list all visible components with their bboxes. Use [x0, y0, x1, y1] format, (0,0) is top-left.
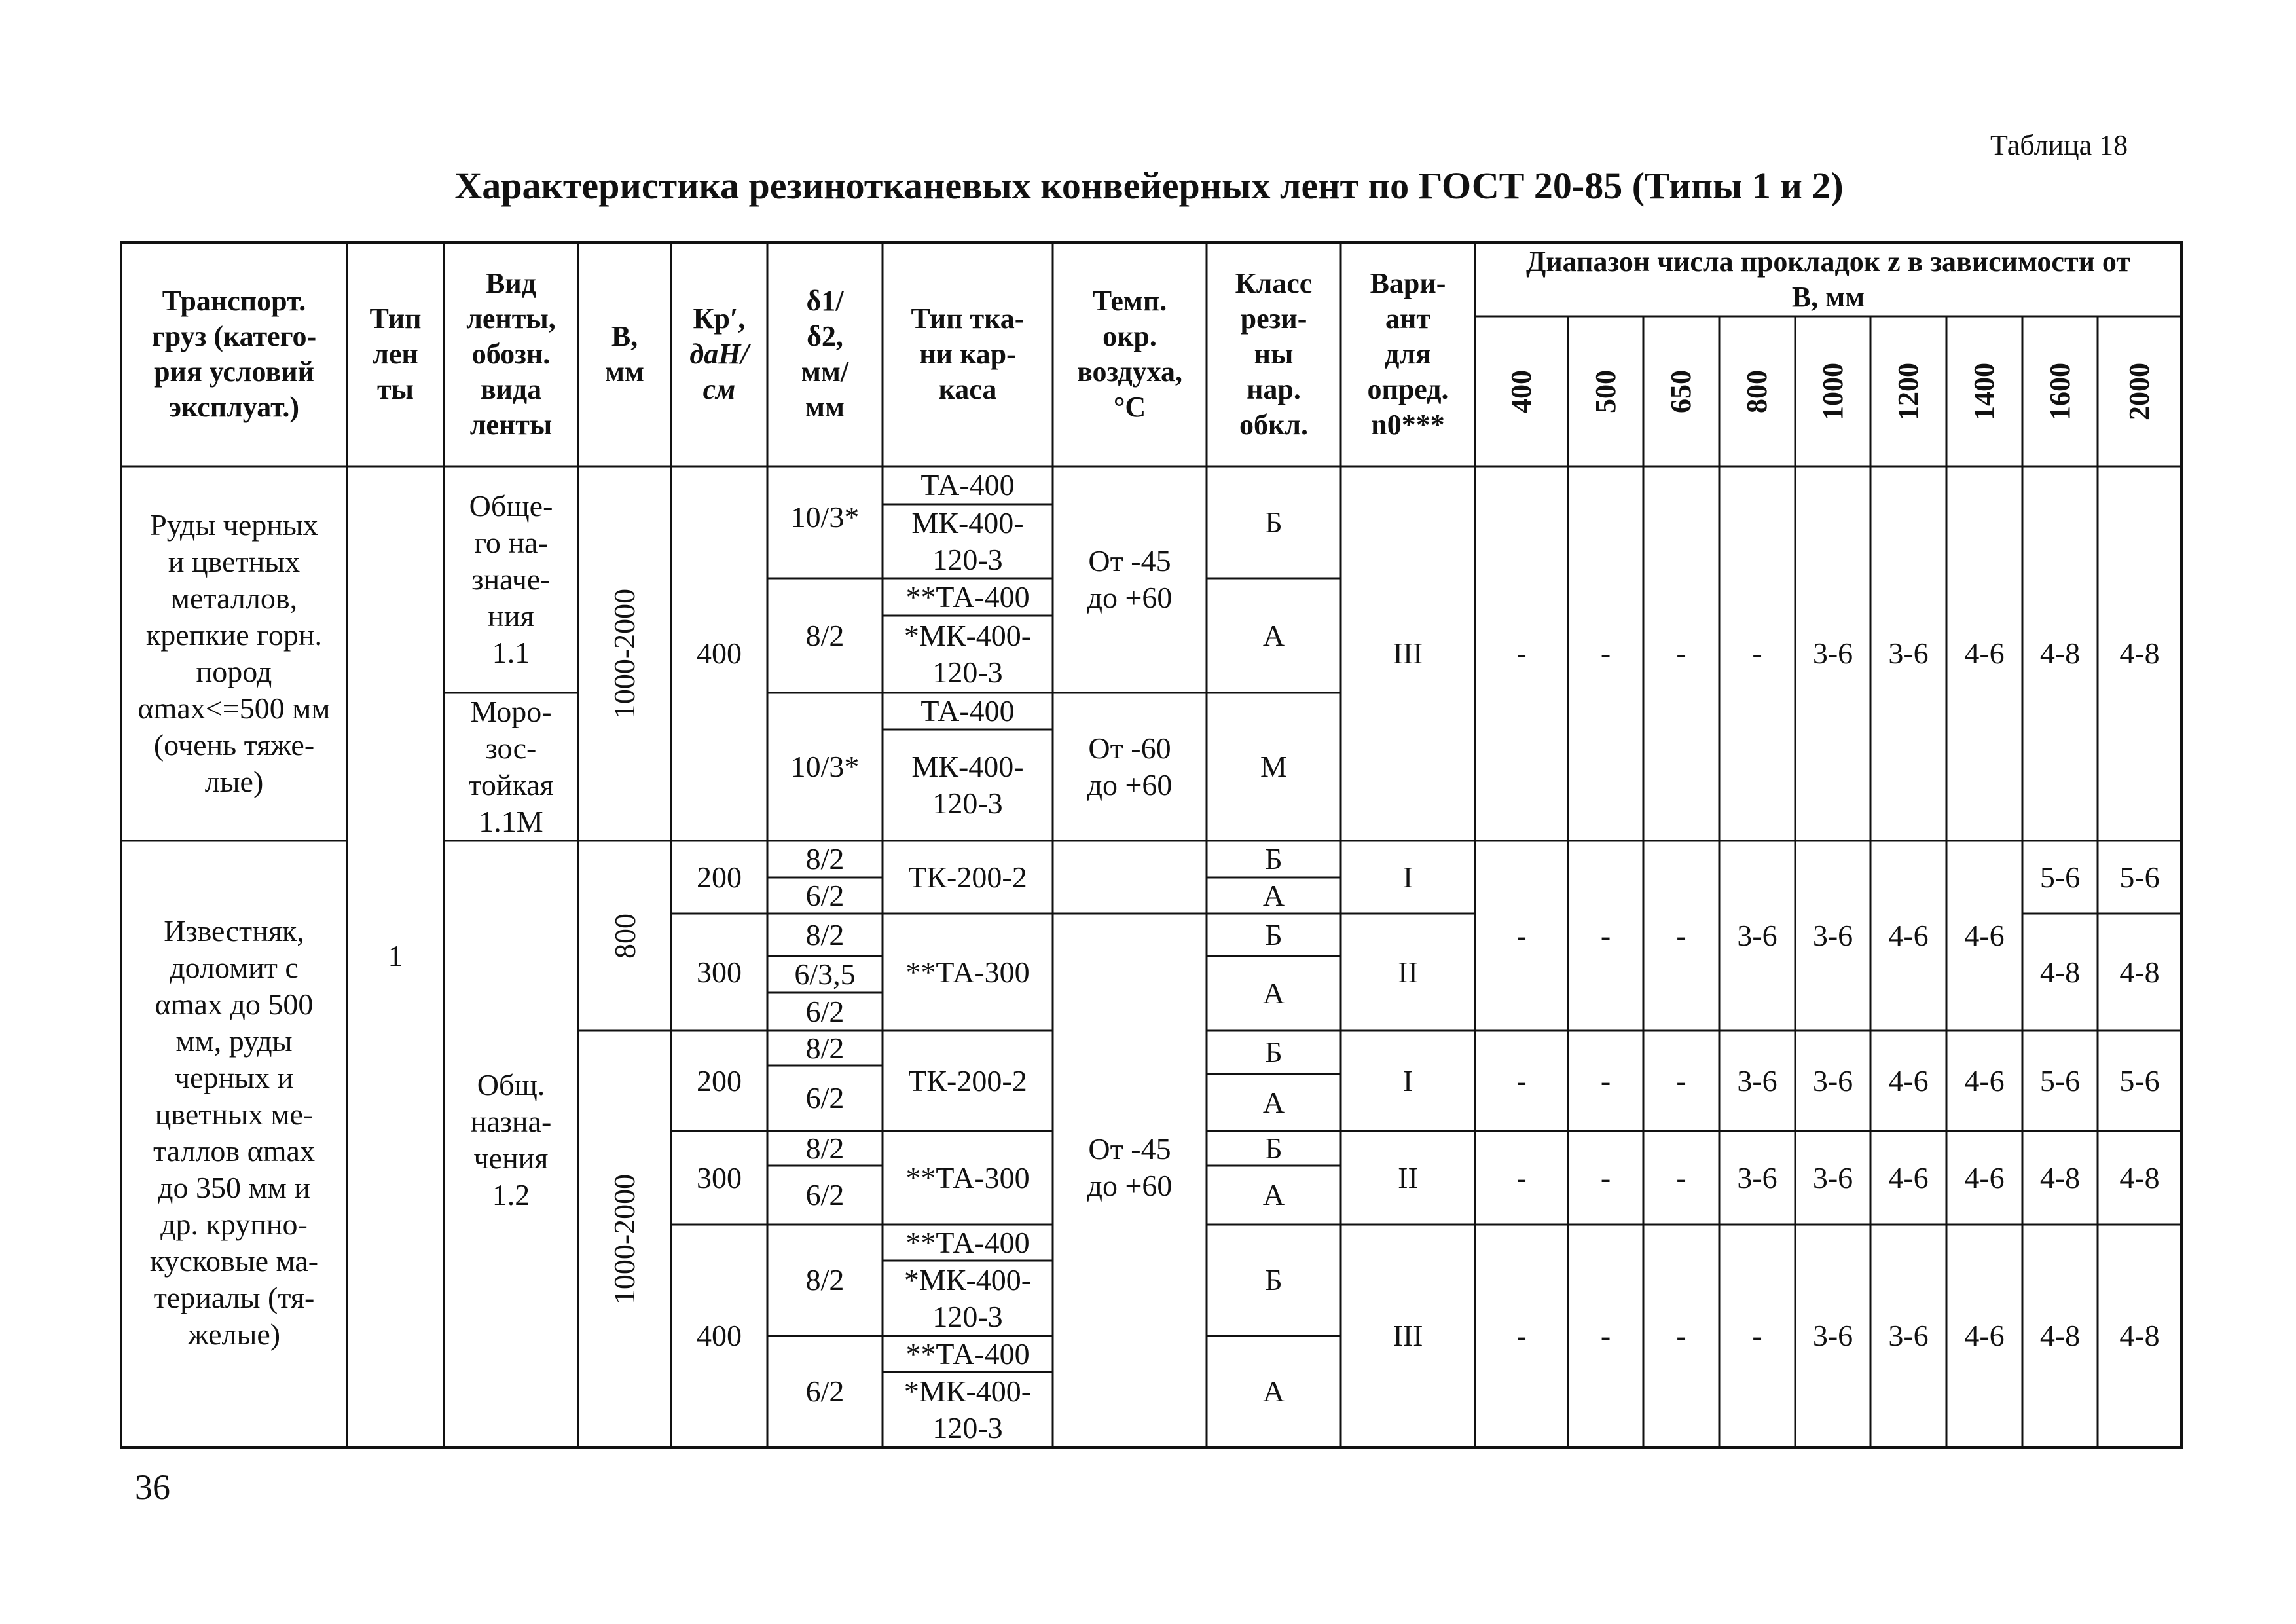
header-range: Диапазон числа прокладок z в зависимости от B, мм	[1526, 245, 2130, 313]
header-b: B, мм	[605, 320, 644, 388]
header-width-650: 650	[1665, 369, 1697, 413]
delta-cell-5: 6/2	[805, 878, 845, 912]
fabric-cell-12: *МК-400- 120-3	[903, 1263, 1032, 1333]
range-cell: 3-6	[1812, 637, 1853, 670]
delta-cell-14: 6/2	[805, 1375, 845, 1408]
fabric-cell-10: **ТА-300	[905, 1160, 1030, 1194]
delta-cell-4: 8/2	[805, 842, 845, 876]
header-delta: δ1/ δ2, мм/ мм	[801, 285, 849, 423]
range-cell: -	[1516, 919, 1527, 952]
range-cell: 4-6	[1888, 919, 1929, 952]
fabric-cell-5: ТА-400	[920, 694, 1015, 728]
header-fabric: Тип тка- ни кар- каса	[911, 303, 1025, 405]
range-cell: -	[1676, 637, 1686, 670]
range-cell: 4-8	[2039, 955, 2081, 989]
range-cell: 5-6	[2039, 860, 2081, 894]
variant-cell-3: II	[1398, 955, 1418, 989]
rubber-cell-2: А	[1262, 618, 1285, 652]
b-cell-1: 1000-2000	[608, 588, 642, 719]
header-rubber: Класс рези- ны нар. обкл.	[1235, 267, 1313, 441]
delta-cell-12: 6/2	[805, 1178, 845, 1211]
range-cell: 4-6	[1964, 919, 2005, 952]
variant-cell-4: I	[1402, 1063, 1413, 1098]
delta-cell-6: 8/2	[805, 917, 845, 951]
rubber-cell-6: Б	[1265, 917, 1283, 951]
fabric-cell-7: ТК-200-2	[908, 860, 1027, 894]
rubber-cell-12: Б	[1265, 1263, 1283, 1297]
variant-cell-5: II	[1398, 1160, 1418, 1194]
range-cell: 4-8	[2039, 1160, 2081, 1194]
fabric-cell-1: ТА-400	[920, 468, 1015, 502]
header-width-1600: 1600	[2043, 362, 2076, 420]
fabric-cell-11: **ТА-400	[905, 1225, 1030, 1259]
b-cell-3: 1000-2000	[608, 1173, 642, 1304]
delta-cell-8: 6/2	[805, 995, 845, 1028]
fabric-cell-6: МК-400- 120-3	[911, 750, 1024, 820]
fabric-cell-8: **ТА-300	[905, 955, 1030, 989]
header-width-800: 800	[1741, 369, 1773, 413]
kp-cell-4: 200	[697, 1063, 742, 1098]
range-cell: 4-8	[2119, 637, 2160, 670]
range-cell: 4-8	[2039, 637, 2081, 670]
header-variant: Вари- ант для опред. n0***	[1367, 267, 1449, 441]
range-cell: 3-6	[1812, 919, 1853, 952]
range-cell: -	[1600, 1319, 1611, 1352]
range-cell: 4-6	[1964, 1160, 2005, 1194]
range-cell: 4-6	[1964, 637, 2005, 670]
document-title: Характеристика резинотканевых конвейерных лент по ГОСТ 20-85 (Типы 1 и 2)	[454, 164, 1844, 207]
kp-cell-2: 200	[697, 860, 742, 894]
range-cell: 4-8	[2119, 955, 2160, 989]
range-cell: 4-6	[1888, 1160, 1929, 1194]
header-width-500: 500	[1589, 369, 1622, 413]
range-cell: 4-8	[2119, 1319, 2160, 1352]
range-cell: -	[1600, 919, 1611, 952]
kind-cell-2: Моро- зос- тойкая 1.1М	[468, 695, 554, 838]
range-cell: 4-6	[1964, 1063, 2005, 1098]
cargo-cell-2: Известняк, доломит с αmax до 500 мм, руды черных и цветных ме- таллов αmax до 350 мм и др. крупно- кусковые ма- териалы (тя- желые)	[149, 914, 319, 1351]
fabric-cell-4: *МК-400- 120-3	[903, 619, 1032, 689]
header-kp: Кр′, даН/ см	[689, 303, 749, 405]
delta-cell-13: 8/2	[805, 1263, 845, 1297]
rubber-cell-8: Б	[1265, 1035, 1283, 1069]
temp-cell-3: От -45 до +60	[1087, 1132, 1173, 1202]
header-width-1200: 1200	[1892, 362, 1924, 420]
rubber-cell-1: Б	[1265, 505, 1283, 539]
range-cell: 4-8	[2039, 1319, 2081, 1352]
range-cell: -	[1676, 1063, 1686, 1098]
header-width-1000: 1000	[1816, 362, 1849, 420]
kind-cell-1: Обще- го на- значе- ния 1.1	[469, 489, 553, 669]
range-cell: -	[1516, 1319, 1527, 1352]
delta-cell-1: 10/3*	[790, 500, 860, 534]
fabric-cell-2: МК-400- 120-3	[911, 506, 1024, 576]
fabric-cell-9: ТК-200-2	[908, 1063, 1027, 1098]
delta-cell-2: 8/2	[805, 618, 845, 652]
kind-cell-3: Общ. назна- чения 1.2	[470, 1068, 552, 1211]
rubber-cell-11: А	[1262, 1178, 1285, 1211]
fabric-cell-14: *МК-400- 120-3	[903, 1374, 1032, 1445]
cargo-cell-1: Руды черных и цветных металлов, крепкие горн. пород αmax<=500 мм (очень тяже- лые)	[137, 508, 331, 798]
range-cell: 4-6	[1888, 1063, 1929, 1098]
rubber-cell-9: А	[1262, 1085, 1285, 1119]
variant-cell-1: III	[1393, 637, 1423, 670]
range-cell: -	[1676, 1160, 1686, 1194]
range-cell: -	[1600, 1063, 1611, 1098]
range-cell: -	[1516, 1063, 1527, 1098]
range-cell: 4-6	[1964, 1319, 2005, 1352]
range-cell: 4-8	[2119, 1160, 2160, 1194]
delta-cell-3: 10/3*	[790, 750, 860, 783]
range-cell: -	[1676, 1319, 1686, 1352]
header-temp: Темп. окр. воздуха, °С	[1076, 285, 1183, 423]
delta-cell-11: 8/2	[805, 1131, 845, 1165]
header-type: Тип лен ты	[369, 303, 422, 405]
delta-cell-9: 8/2	[805, 1031, 845, 1065]
kp-cell-5: 300	[697, 1160, 742, 1194]
range-cell: 5-6	[2119, 860, 2160, 894]
fabric-cell-3: **ТА-400	[905, 580, 1030, 614]
range-cell: -	[1752, 1319, 1762, 1352]
range-cell: -	[1600, 637, 1611, 670]
range-cell: -	[1676, 919, 1686, 952]
range-cell: -	[1752, 637, 1762, 670]
variant-cell-6: III	[1393, 1319, 1423, 1352]
header-width-2000: 2000	[2123, 362, 2155, 420]
rubber-cell-4: Б	[1265, 842, 1283, 876]
rubber-cell-10: Б	[1265, 1131, 1283, 1165]
range-cell: 3-6	[1888, 637, 1929, 670]
range-cell: 5-6	[2039, 1063, 2081, 1098]
header-kind: Вид ленты, обозн. вида ленты	[466, 267, 556, 441]
rubber-cell-7: А	[1262, 976, 1285, 1010]
b-cell-2: 800	[608, 913, 642, 959]
rubber-cell-5: А	[1262, 878, 1285, 912]
table-label: Таблица 18	[1990, 129, 2128, 161]
temp-cell-1: От -45 до +60	[1087, 544, 1173, 614]
temp-cell-2: От -60 до +60	[1087, 731, 1173, 802]
header-cargo: Транспорт. груз (катего- рия условий эксплуат.)	[151, 285, 317, 423]
range-cell: -	[1516, 637, 1527, 670]
range-cell: 3-6	[1812, 1319, 1853, 1352]
kp-cell-1: 400	[697, 637, 742, 670]
variant-cell-2: I	[1402, 860, 1413, 894]
rubber-cell-3: М	[1260, 750, 1287, 783]
kp-cell-3: 300	[697, 955, 742, 989]
kp-cell-6: 400	[697, 1319, 742, 1352]
delta-cell-7: 6/3,5	[794, 957, 856, 991]
range-cell: 3-6	[1737, 919, 1777, 952]
range-cell: -	[1516, 1160, 1527, 1194]
rubber-cell-13: А	[1262, 1375, 1285, 1408]
fabric-cell-13: **ТА-400	[905, 1337, 1030, 1371]
delta-cell-10: 6/2	[805, 1081, 845, 1115]
header-width-1400: 1400	[1968, 362, 2000, 420]
range-cell: 3-6	[1737, 1063, 1777, 1098]
range-cell: 5-6	[2119, 1063, 2160, 1098]
range-cell: -	[1600, 1160, 1611, 1194]
range-cell: 3-6	[1812, 1063, 1853, 1098]
range-cell: 3-6	[1888, 1319, 1929, 1352]
range-cell: 3-6	[1812, 1160, 1853, 1194]
range-cell: 3-6	[1737, 1160, 1777, 1194]
page-number: 36	[135, 1467, 170, 1507]
header-width-400: 400	[1505, 369, 1537, 413]
belt-type-cell: 1	[388, 939, 403, 972]
